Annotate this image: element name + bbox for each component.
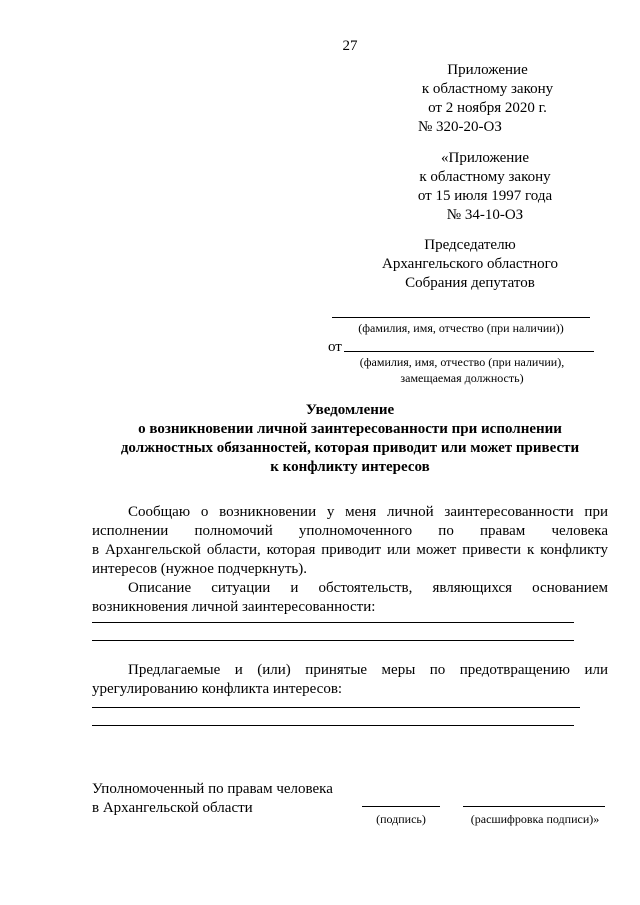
- p2-line2: возникновения личной заинтересованности:: [92, 599, 376, 615]
- page-number: 27: [342, 38, 358, 54]
- annex-current: [395, 61, 580, 118]
- signatory-line1: Уполномоченный по правам человека: [92, 781, 333, 797]
- document-title: [0, 401, 640, 477]
- p1-line4: интересов (нужное подчеркнуть).: [92, 561, 307, 577]
- signature-decode-line: [463, 806, 605, 807]
- annex-current-line2: к областному закону: [421, 81, 554, 97]
- recipient-name-line: [332, 317, 590, 318]
- title-line2: о возникновении личной заинтересованности при исполнении: [138, 421, 562, 437]
- measures-line-1: [92, 707, 580, 708]
- annex-original-line1: «Приложение: [440, 150, 529, 166]
- annex-original-line2: к областному закону: [419, 169, 551, 185]
- description-line-2: [92, 640, 574, 641]
- annex-current-line1: Приложение: [447, 62, 528, 78]
- addressee-line1: Председателю: [424, 237, 516, 253]
- annex-current-line3: от 2 ноября 2020 г.: [428, 100, 547, 116]
- p3-line2: урегулированию конфликта интересов:: [92, 681, 343, 697]
- annex-original-line3: от 15 июля 1997 года: [417, 188, 553, 204]
- addressee-line3: Собрания депутатов: [405, 275, 535, 291]
- annex-original: [385, 149, 585, 225]
- title-line1: Уведомление: [305, 402, 395, 418]
- p2-line1: Описание ситуации и обстоятельств, являющихся основанием: [128, 580, 608, 596]
- p1-line2: исполнении полномочий уполномоченного по правам человека: [92, 523, 608, 539]
- sender-caption-line2: замещаемая должность): [400, 371, 524, 385]
- measures-line-2: [92, 725, 574, 726]
- signature-caption: (подпись): [376, 812, 426, 826]
- title-line4: к конфликту интересов: [270, 459, 430, 475]
- signatory-line2: в Архангельской области: [92, 800, 253, 816]
- addressee: [365, 236, 575, 293]
- p1-line1: Сообщаю о возникновении у меня личной заинтересованности при: [128, 504, 608, 520]
- sender-name-line: [344, 351, 594, 352]
- recipient-caption: (фамилия, имя, отчество (при наличии)): [358, 321, 564, 335]
- from-label: от: [328, 339, 342, 355]
- signature-decode-caption: (расшифровка подписи)»: [470, 812, 600, 826]
- signature-line: [362, 806, 440, 807]
- annex-original-line4: № 34-10-ОЗ: [446, 207, 524, 223]
- p3-line1: Предлагаемые и (или) принятые меры по предотвращению или: [128, 662, 608, 678]
- p1-line3: в Архангельской области, которая приводит или может привести к конфликту: [92, 542, 608, 558]
- sender-caption-line1: (фамилия, имя, отчество (при наличии),: [359, 355, 565, 369]
- title-line3: должностных обязанностей, которая приводит или может привести: [120, 440, 580, 456]
- addressee-line2: Архангельского областного: [382, 256, 558, 272]
- description-line-1: [92, 622, 574, 623]
- sender-caption: [330, 354, 594, 386]
- annex-current-number: № 320-20-ОЗ: [418, 119, 502, 135]
